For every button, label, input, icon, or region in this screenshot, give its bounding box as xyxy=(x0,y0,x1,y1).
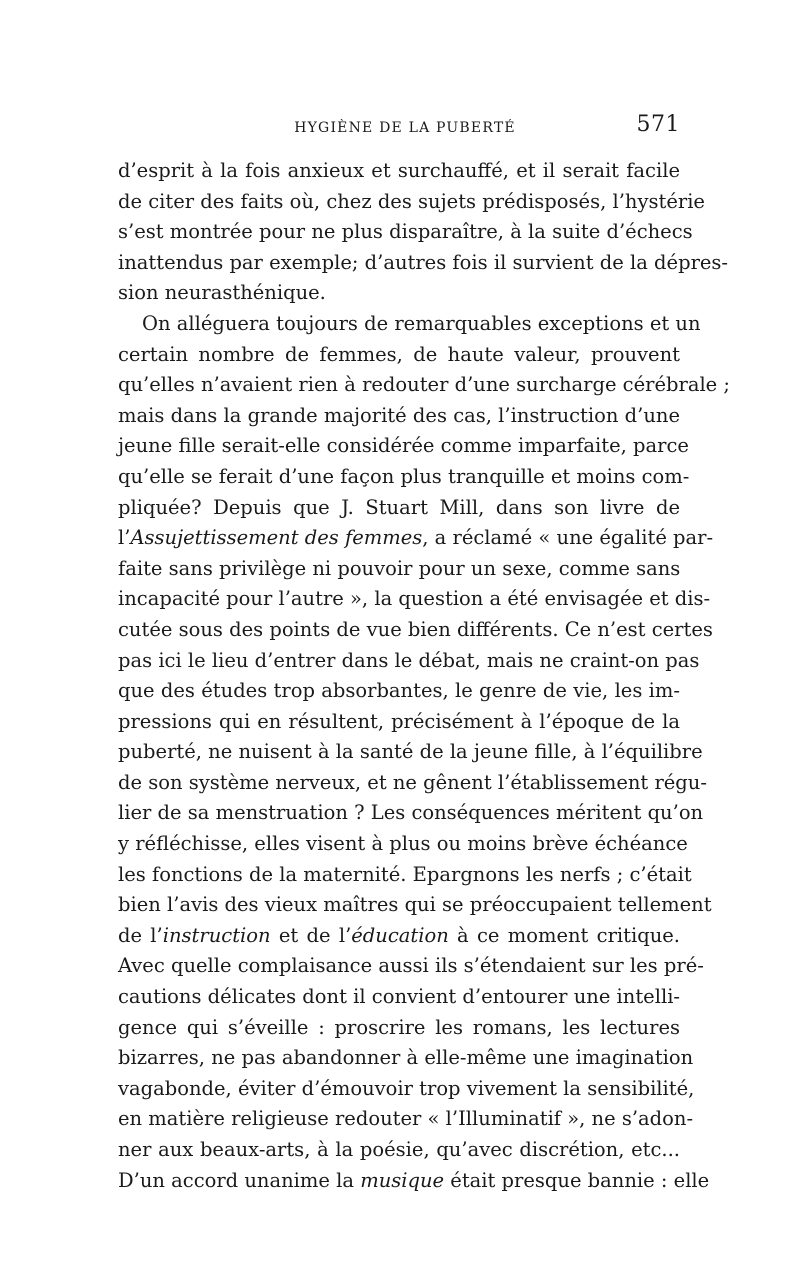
text-line xyxy=(118,707,680,738)
text-segment: l’ xyxy=(118,526,131,550)
text-segment: incapacité pour l’autre », la question a été envisagée et dis- xyxy=(118,587,711,611)
text-segment: sion neurasthénique. xyxy=(118,281,326,305)
italic-text: Assujettissement des femmes xyxy=(130,526,423,550)
text-segment: gence qui s’éveille : proscrire les romans, les lectures xyxy=(118,1015,680,1039)
text-segment: cautions délicates dont il convient d’entourer une intelli- xyxy=(118,985,681,1009)
text-line xyxy=(118,187,705,218)
text-line xyxy=(118,798,704,829)
text-segment: et de l’ xyxy=(270,923,352,947)
text-line xyxy=(118,1135,680,1166)
text-line xyxy=(118,860,692,891)
text-segment: bizarres, ne pas abandonner à elle-même une imagination xyxy=(118,1046,694,1070)
text-line xyxy=(118,1104,694,1135)
running-title: HYGIÈNE DE LA PUBERTÉ xyxy=(294,120,516,136)
text-segment: bien l’avis des vieux maîtres qui se préoccupaient tellement xyxy=(118,893,712,917)
text-segment: était presque bannie : elle xyxy=(444,1168,710,1192)
text-line xyxy=(118,737,703,768)
text-line xyxy=(118,248,729,279)
text-segment: certain nombre de femmes, de haute valeur, prouvent xyxy=(118,342,680,366)
text-segment: pas ici le lieu d’entrer dans le débat, mais ne craint-on pas xyxy=(118,648,700,672)
text-line xyxy=(118,951,704,982)
text-line xyxy=(118,646,700,677)
text-segment: y réfléchisse, elles visent à plus ou moins brève échéance xyxy=(118,832,688,856)
text-segment: de son système nerveux, et ne gênent l’établissement régu- xyxy=(118,770,707,794)
text-segment: On alléguera toujours de remarquables exceptions et un xyxy=(142,311,701,335)
text-line xyxy=(118,523,714,554)
text-segment: que des études trop absorbantes, le genre de vie, les im- xyxy=(118,679,680,703)
text-segment: vagabonde, éviter d’émouvoir trop vivement la sensibilité, xyxy=(118,1076,695,1100)
text-segment: d’esprit à la fois anxieux et surchauffé, et il serait facile xyxy=(118,159,680,182)
text-line xyxy=(118,676,680,707)
text-segment: Avec quelle complaisance aussi ils s’étendaient sur les pré- xyxy=(118,954,704,978)
text-line xyxy=(118,982,680,1013)
text-line xyxy=(118,309,701,340)
text-segment: cutée sous des points de vue bien différents. Ce n’est certes xyxy=(118,617,713,641)
text-line xyxy=(118,1013,680,1044)
text-segment: en matière religieuse redouter « l’Illuminatif », ne s’adon- xyxy=(118,1107,694,1131)
body-text xyxy=(118,156,730,1196)
text-segment: jeune fille serait-elle considérée comme imparfaite, parce xyxy=(118,434,689,458)
text-line xyxy=(118,615,713,646)
text-segment: à ce moment critique. xyxy=(448,923,680,947)
text-line xyxy=(118,401,680,432)
text-segment: de l’ xyxy=(118,923,163,947)
running-head xyxy=(118,112,680,146)
text-segment: ner aux beaux-arts, à la poésie, qu’avec discrétion, etc... xyxy=(118,1138,680,1161)
book-page xyxy=(118,112,730,1196)
text-line xyxy=(118,554,680,585)
italic-text: musique xyxy=(360,1168,445,1192)
text-line xyxy=(118,1043,694,1074)
page-number: 571 xyxy=(636,112,680,137)
text-line xyxy=(118,584,711,615)
text-line xyxy=(118,768,707,799)
text-line xyxy=(118,462,690,493)
text-line xyxy=(118,370,730,401)
text-line xyxy=(118,493,680,524)
text-segment: mais dans la grande majorité des cas, l’instruction d’une xyxy=(118,403,680,427)
text-segment: inattendus par exemple; d’autres fois il survient de la dépres- xyxy=(118,250,729,274)
text-line xyxy=(118,156,680,187)
text-line xyxy=(118,921,680,952)
text-line xyxy=(118,278,680,309)
text-line xyxy=(118,890,712,921)
text-line xyxy=(118,431,689,462)
text-segment: lier de sa menstruation ? Les conséquences méritent qu’on xyxy=(118,801,704,825)
text-line xyxy=(118,1166,710,1197)
text-segment: les fonctions de la maternité. Epargnons les nerfs ; c’était xyxy=(118,862,692,886)
text-segment: s’est montrée pour ne plus disparaître, à la suite d’échecs xyxy=(118,220,693,244)
text-segment: D’un accord unanime la xyxy=(118,1168,361,1192)
text-line xyxy=(118,217,693,248)
text-line xyxy=(118,829,688,860)
text-segment: , a réclamé « une égalité par- xyxy=(422,526,714,550)
text-segment: qu’elle se ferait d’une façon plus tranquille et moins com- xyxy=(118,464,690,488)
text-segment: faite sans privilège ni pouvoir pour un sexe, comme sans xyxy=(118,556,681,580)
italic-text: éducation xyxy=(351,923,449,947)
text-segment: puberté, ne nuisent à la santé de la jeune fille, à l’équilibre xyxy=(118,740,703,764)
italic-text: instruction xyxy=(162,923,271,947)
text-line xyxy=(118,1074,695,1105)
text-segment: de citer des faits où, chez des sujets prédisposés, l’hystérie xyxy=(118,189,705,213)
text-line xyxy=(118,340,680,371)
text-segment: pressions qui en résultent, précisément à l’époque de la xyxy=(118,709,680,733)
text-segment: qu’elles n’avaient rien à redouter d’une surcharge cérébrale ; xyxy=(118,373,730,397)
text-segment: pliquée? Depuis que J. Stuart Mill, dans son livre de xyxy=(118,495,680,519)
